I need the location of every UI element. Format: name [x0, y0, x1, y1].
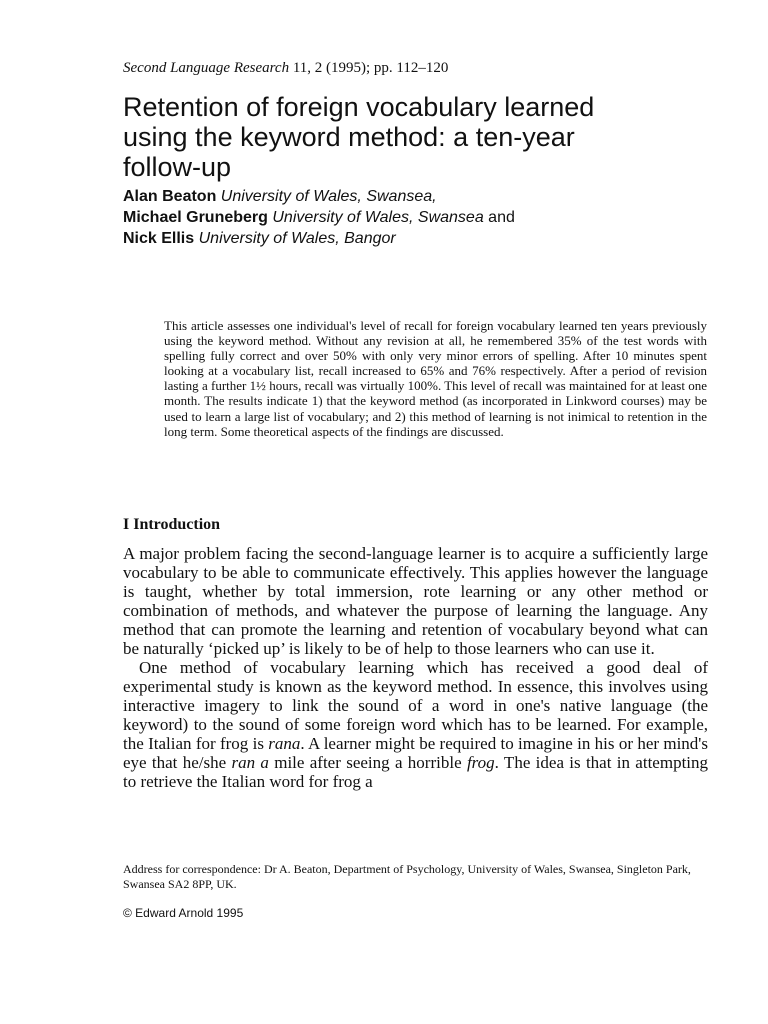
abstract: This article assesses one individual's level of recall for foreign vocabulary learned ten years previously using the keyword method. Without any revision at all, he remembered 35% of the test words with spelling fully correct and over 50% with only very minor errors of spelling. After 10 minutes spent looking at a vocabulary list, recall increased to 65% and 76% respectively. After a period of revision lasting a further 1½ hours, recall was virtually 100%. This level of recall was maintained for at least one month. The results indicate 1) that the keyword method (as incorporated in Linkword courses) may be used to learn a large list of vocabulary; and 2) this method of learning is not inimical to retention in the long term. Some theoretical aspects of the findings are discussed.: [164, 318, 707, 439]
author-entry: [123, 186, 723, 207]
author-entry: [123, 228, 723, 249]
emphasis-text: ran a: [231, 753, 269, 772]
title-line: Retention of foreign vocabulary learned: [123, 92, 595, 122]
author-suffix: and: [483, 209, 515, 226]
author-affiliation: University of Wales, Bangor: [198, 230, 396, 247]
section-heading: I Introduction: [123, 516, 221, 533]
copyright-notice: © Edward Arnold 1995: [123, 906, 244, 920]
title-line: using the keyword method: a ten-year: [123, 122, 575, 152]
paragraph-text: One method of vocabulary learning which has received a good deal of experimental study is known as the keyword method. In essence, this involves using interactive imagery to link the sound of a word in one's native language (the keyword) to the sound of some foreign word which has to be learned. For example, the Italian for frog is: [123, 658, 708, 753]
body-text: [123, 544, 708, 791]
author-name: Nick Ellis: [123, 230, 195, 247]
author-list: [123, 186, 723, 249]
author-affiliation: University of Wales, Swansea: [272, 209, 484, 226]
paragraph-text: mile after seeing a horrible: [268, 753, 467, 772]
paragraph: [123, 658, 708, 791]
journal-citation: [123, 58, 448, 78]
citation-details: 11, 2 (1995); pp. 112–120: [289, 60, 449, 76]
journal-name: Second Language Research: [123, 60, 290, 76]
correspondence-address: Address for correspondence: Dr A. Beaton, Department of Psychology, University of Wales, Swansea, Singleton Park, Swansea SA2 8PP, UK.: [123, 862, 691, 891]
emphasis-text: rana: [268, 734, 301, 753]
emphasis-text: frog: [466, 753, 495, 772]
author-name: Alan Beaton: [123, 188, 217, 205]
author-entry: [123, 207, 723, 228]
paper-title: [123, 92, 723, 182]
title-line: follow-up: [123, 152, 232, 182]
paragraph: A major problem facing the second-language learner is to acquire a sufficiently large vocabulary to be able to communicate effectively. This applies however the language is taught, whether by total immersion, rote learning or any other method or combination of methods, and whatever the purpose of learning the language. Any method that can promote the learning and retention of vocabulary beyond what can be naturally ‘picked up’ is likely to be of help to those learners who can use it.: [123, 544, 708, 658]
paragraph-text: . The idea is that in attempting to retrieve the Italian word for frog a: [123, 753, 709, 791]
paragraph-text: . A learner might be required to imagine in his or her mind's eye that he/she: [123, 734, 708, 772]
author-affiliation: University of Wales, Swansea,: [220, 188, 437, 205]
author-name: Michael Gruneberg: [123, 209, 268, 226]
